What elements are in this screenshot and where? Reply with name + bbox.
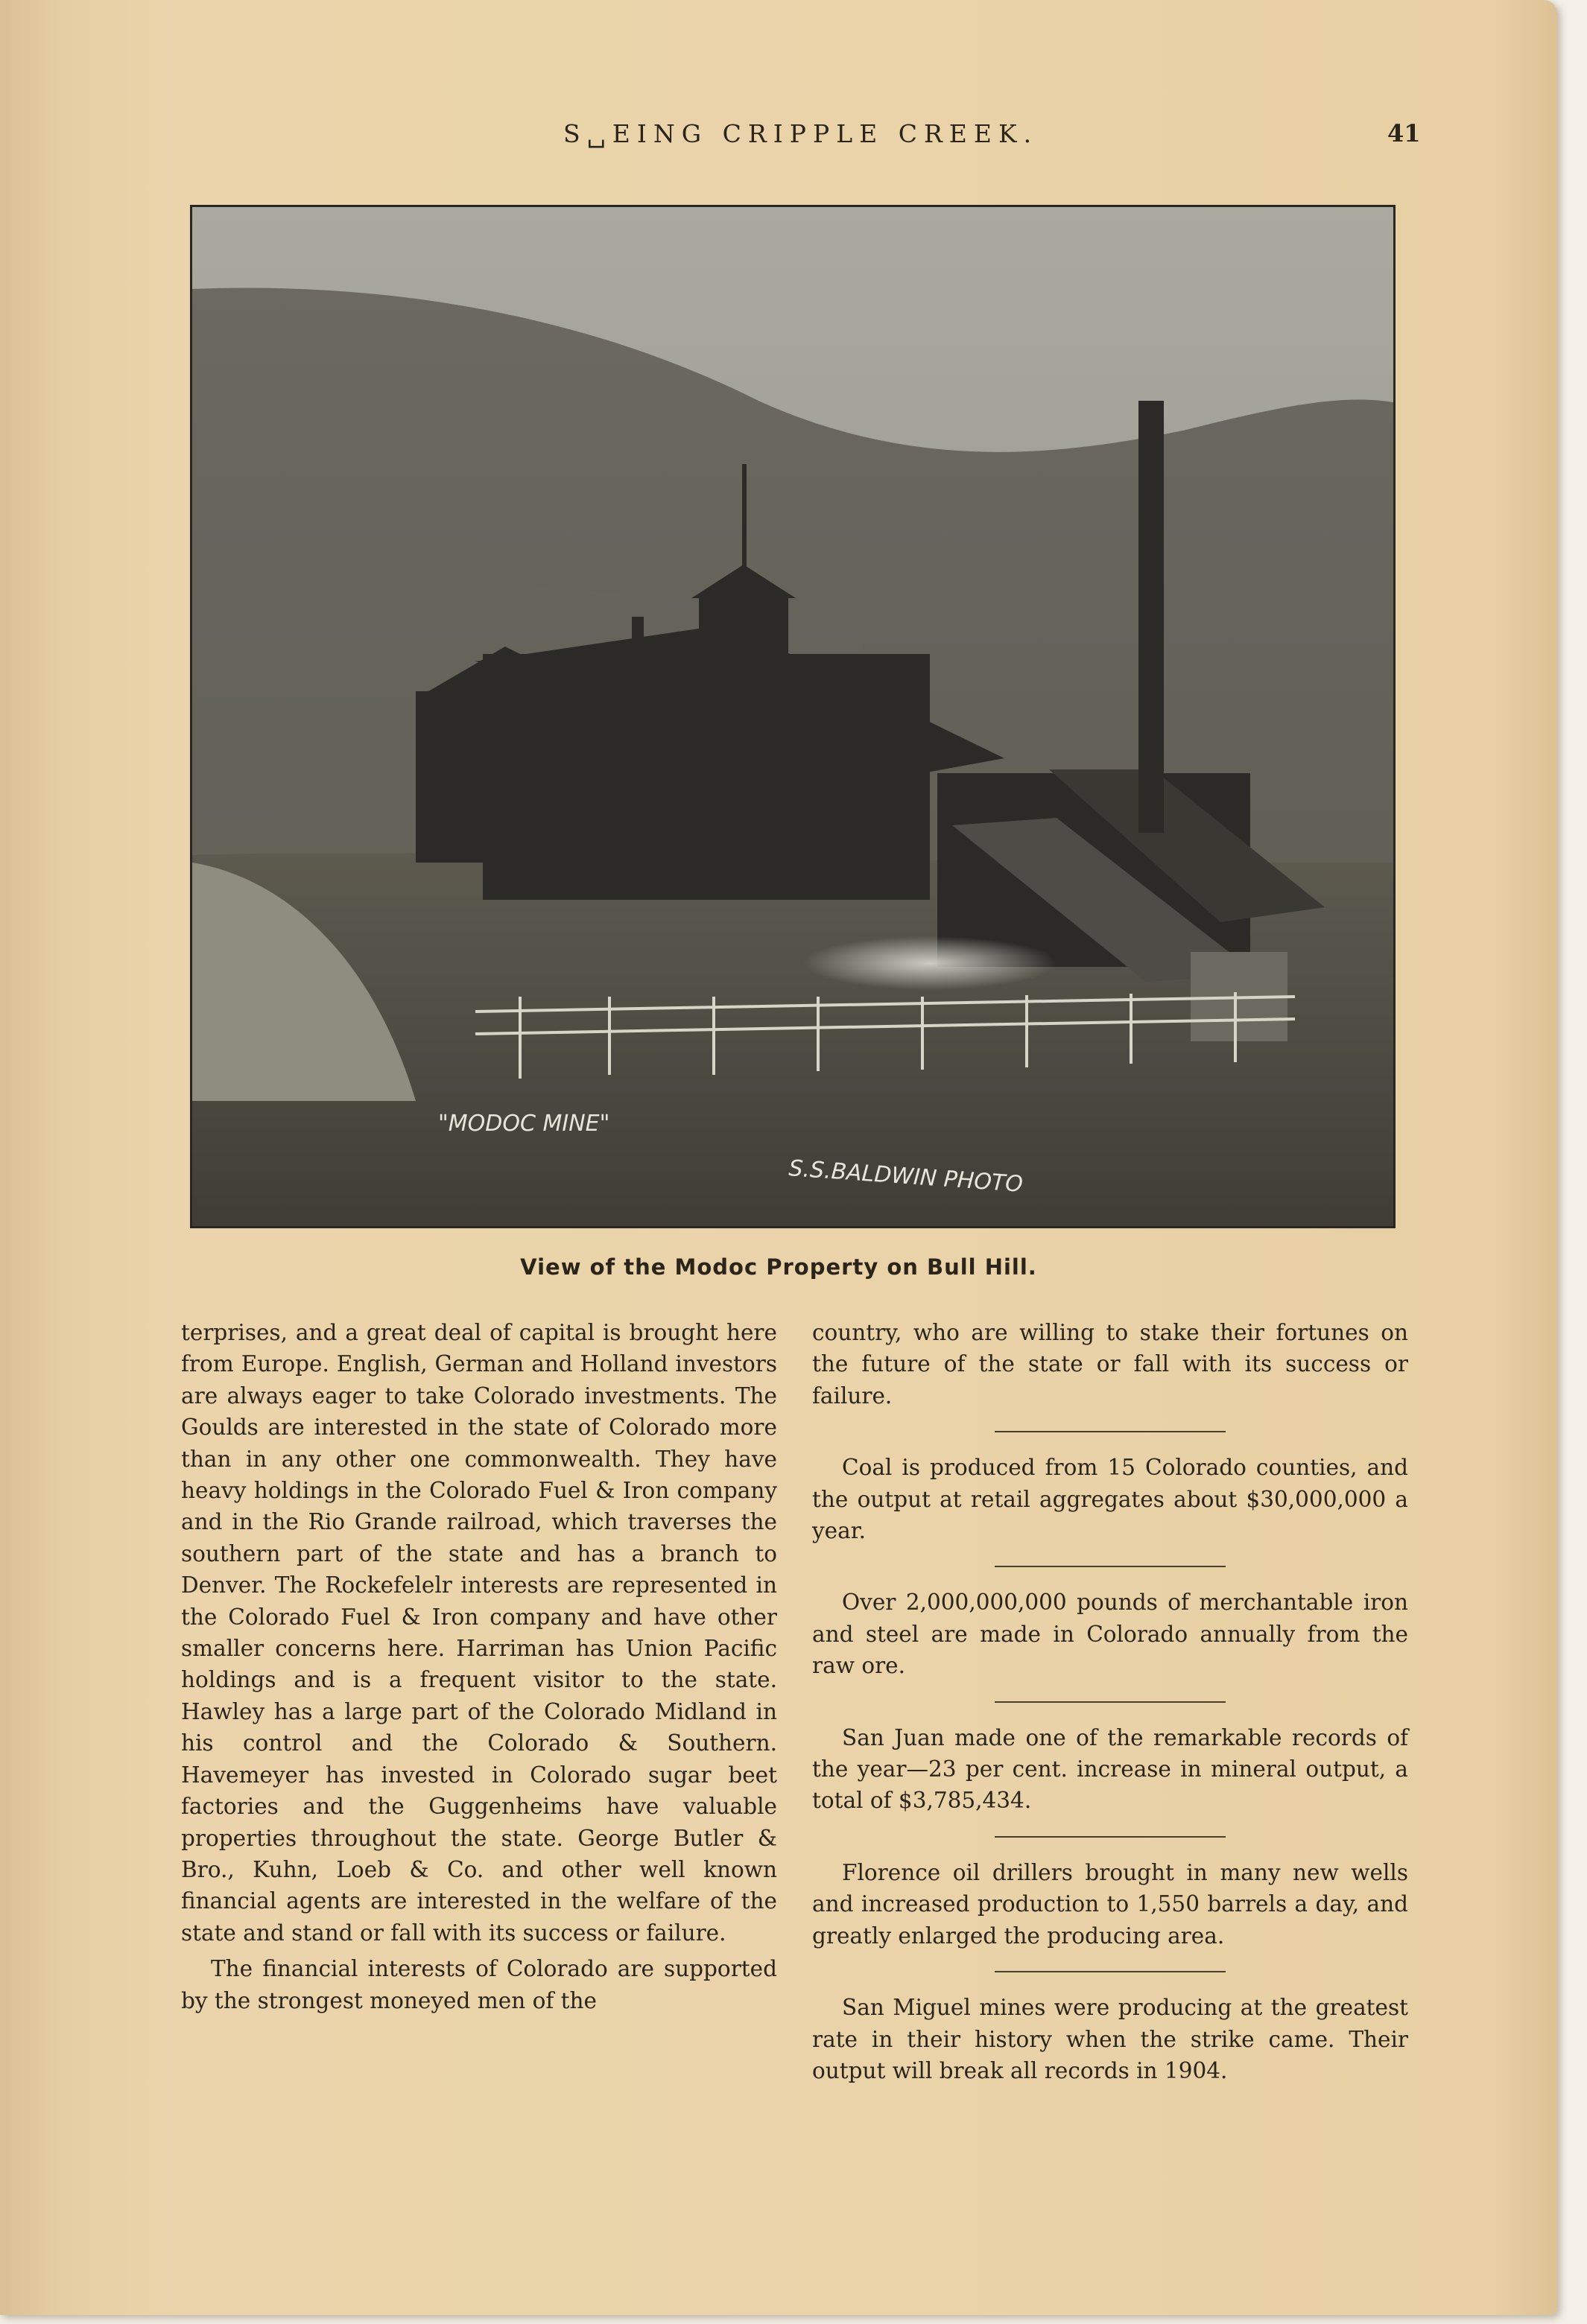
separator-rule [995,1431,1226,1432]
left-paragraph-1: terprises, and a great deal of capital is brought here from Europe. English, German and Holland investors are always eager to take Colorado investments. The Goulds are interested in the state of Colorado more than in any other one commonwealth. They have heavy holdings in the Colorado Fuel & Iron company and in the Rio Grande railroad, which traverses the southern part of the state and has a branch to Denver. The Rockefelelr interests are represented in the Colorado Fuel & Iron company and have other smaller concerns here. Harriman has Union Pacific holdings and is a frequent visitor to the state. Hawley has a large part of the Colorado Midland in his control and the Colorado & Southern. Havemeyer has invested in Colorado sugar beet factories and the Guggenheims have valuable properties throughout the state. George Butler & Bro., Kuhn, Loeb & Co. and other well known financial agents are interested in the welfare of the state and stand or fall with its success or failure. [181,1320,777,1946]
inscription-modoc-mine: "MODOC MINE" [438,1111,610,1137]
right-paragraph-5: Florence oil drillers brought in many new wells and increased production to 1,550 barrels a day, and greatly enlarged the producing area. [812,1859,1408,1949]
right-paragraph-1: country, who are willing to stake their fortunes on the future of the state or fall with its success or failure. [812,1320,1408,1409]
separator-rule [995,1566,1226,1567]
running-head: S␣EING CRIPPLE CREEK. [563,119,1039,148]
modoc-mine-photo [190,205,1396,1228]
inscription-photographer: S.S.BALDWIN PHOTO [788,1155,1024,1198]
steam-plume [803,936,1057,990]
right-paragraph-2: Coal is produced from 15 Colorado counties, and the output at retail aggregates about $30,000,000 a year. [812,1455,1408,1544]
separator-rule [995,1836,1226,1838]
separator-rule [995,1701,1226,1703]
right-column [812,1317,1408,2086]
right-paragraph-6: San Miguel mines were producing at the greatest rate in their history when the strike came. Their output will break all records in 1904. [812,1995,1408,2083]
page-number: 41 [1387,119,1421,147]
separator-rule [995,1971,1226,1972]
right-paragraph-3: Over 2,000,000,000 pounds of merchantable iron and steel are made in Colorado annually from the raw ore. [812,1590,1408,1679]
left-column [181,1317,777,2016]
right-paragraph-4: San Juan made one of the remarkable records of the year—23 per cent. increase in mineral output, a total of $3,785,434. [812,1724,1408,1814]
photo-illustration [192,207,1393,1226]
left-paragraph-2: The financial interests of Colorado are supported by the strongest moneyed men of the [181,1956,777,2013]
photo-caption: View of the Modoc Property on Bull Hill. [520,1254,1037,1280]
